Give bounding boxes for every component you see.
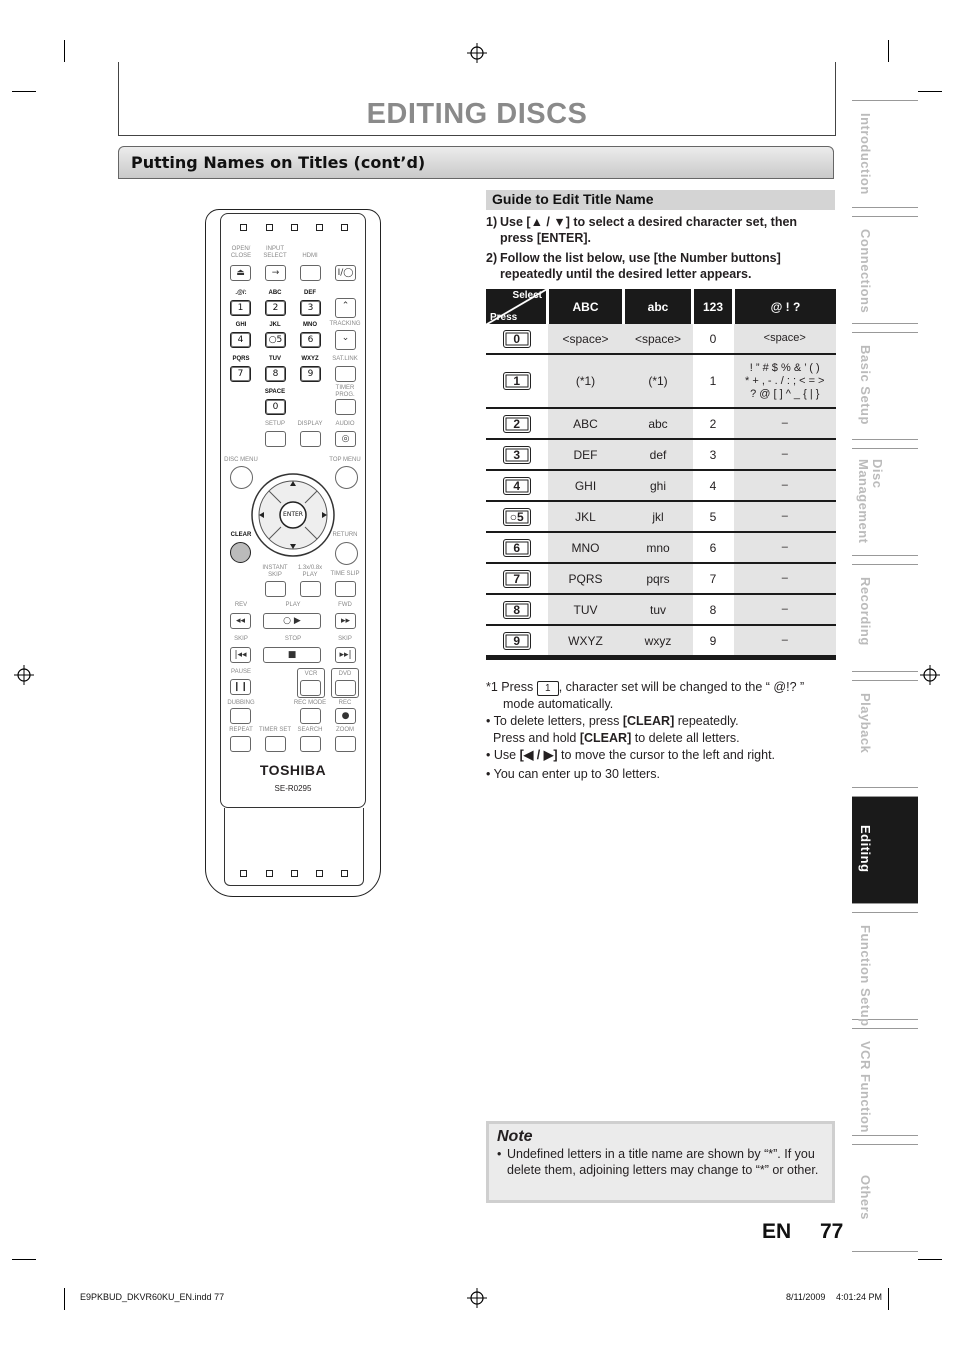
number-key-icon: 4 (503, 477, 531, 495)
indicator-square (316, 224, 323, 231)
remote-label: SETUP (264, 421, 285, 427)
table-row (486, 594, 836, 625)
clear-label: [CLEAR] (579, 731, 632, 745)
number-key-icon: 0 (503, 330, 531, 348)
tab-label: Editing (858, 825, 873, 873)
step-number: 1) (486, 215, 498, 229)
tab-label: Introduction (858, 113, 873, 195)
cell-symbols: – (734, 625, 837, 656)
tab-label: Basic Setup (858, 345, 873, 425)
remote-search-button[interactable] (300, 736, 321, 752)
remote-input-select-button[interactable]: → (265, 265, 286, 281)
bullet-text: • Use (486, 748, 520, 762)
bullet-cursor (486, 747, 831, 764)
remote-label: RETURN (332, 532, 358, 538)
table-row (486, 625, 836, 656)
cell-symbols: – (734, 470, 837, 501)
cell-number: 1 (693, 354, 734, 408)
remote-label: SPACE (264, 389, 286, 395)
remote-label: DISPLAY (297, 421, 323, 427)
footer-time: 4:01:24 PM (836, 1292, 883, 1302)
tab-vcr-function[interactable] (852, 1028, 918, 1136)
indicator-square (291, 224, 298, 231)
indicator-square (240, 224, 247, 231)
clear-label: [CLEAR] (622, 714, 675, 728)
cell-abc-lower: ghi (624, 470, 693, 501)
remote-label: AUDIO (335, 421, 355, 427)
remote-label: GHI (235, 322, 247, 328)
cell-abc-upper: DEF (548, 439, 624, 470)
tab-label: Connections (858, 229, 873, 314)
remote-label: VCR (304, 671, 318, 677)
step-number: 2) (486, 251, 498, 265)
tab-label: Disc Management (856, 459, 885, 544)
remote-label: .@/: (235, 290, 247, 296)
step-1 (486, 214, 826, 246)
remote-label: DVD (338, 671, 352, 677)
cell-abc-upper: MNO (548, 532, 624, 563)
header-symbols: @ ! ? (734, 289, 837, 324)
remote-label: PLAY (285, 602, 301, 608)
table-row (486, 532, 836, 563)
registration-mark-icon (14, 665, 34, 685)
table-row (486, 324, 836, 354)
footnote-text: , character set will be changed to the “ @!? ” (558, 680, 805, 694)
number-key-icon: 8 (503, 601, 531, 619)
guide-heading: Guide to Edit Title Name (492, 191, 654, 207)
cell-symbols: – (734, 439, 837, 470)
remote-time-slip-button[interactable] (335, 581, 356, 597)
footnote-text: *1 Press (486, 680, 534, 694)
cell-number: 6 (693, 532, 734, 563)
remote-open-close-button[interactable]: ⏏ (230, 265, 251, 281)
tab-label: Function Setup (858, 925, 873, 1027)
page-number: 77 (820, 1220, 844, 1243)
remote-key-9[interactable]: 9 (300, 366, 321, 382)
remote-label: STOP (284, 636, 302, 642)
tab-label: VCR Function (858, 1041, 873, 1133)
remote-skip-forward-button[interactable]: ▸▸| (335, 647, 356, 663)
remote-label: REV (234, 602, 248, 608)
tab-label: Recording (858, 577, 873, 646)
header-abc-upper: ABC (548, 289, 624, 324)
cell-number: 8 (693, 594, 734, 625)
step-text: Follow the list below, use [the Number buttons] repeatedly until the desired letter appears. (500, 251, 781, 281)
cell-number: 2 (693, 408, 734, 439)
footnote-text: mode automatically. (503, 697, 614, 711)
remote-timer-set-button[interactable] (265, 736, 286, 752)
cell-number: 4 (693, 470, 734, 501)
note-heading: Note (497, 1128, 533, 1145)
header-abc-lower: abc (624, 289, 693, 324)
remote-key-4[interactable]: 4 (230, 332, 251, 348)
tab-connections[interactable] (852, 216, 918, 324)
number-key-icon: 1 (503, 372, 531, 390)
cell-key (486, 354, 548, 408)
cell-abc-upper: JKL (548, 501, 624, 532)
cell-key (486, 532, 548, 563)
corner-select-label: Select (512, 290, 542, 301)
tab-label: Playback (858, 693, 873, 754)
remote-label: OPEN/ CLOSE (230, 246, 252, 259)
tab-basic-setup[interactable] (852, 332, 918, 440)
step-text: Use [▲ / ▼] to select a desired character set, then press [ENTER]. (500, 215, 798, 245)
remote-label: TIME SLIP (330, 571, 360, 577)
cell-number: 3 (693, 439, 734, 470)
remote-enter-label: ENTER (283, 511, 303, 518)
bullet-text: Press and hold (493, 731, 580, 745)
remote-label: ZOOM (336, 727, 354, 733)
number-key-icon: 6 (503, 539, 531, 557)
key-1-icon: 1 (537, 681, 559, 696)
number-key-icon: 7 (503, 570, 531, 588)
note-text: • Undefined letters in a title name are shown by “*”. If you delete them, adjoining letters may change to “*” or other. (497, 1146, 824, 1178)
remote-key-3[interactable]: 3 (300, 300, 321, 316)
remote-timer-prog-button[interactable] (335, 399, 356, 415)
bullet-text: to move the cursor to the left and right. (557, 748, 776, 762)
cell-symbols: – (734, 563, 837, 594)
number-key-icon: 3 (503, 446, 531, 464)
cell-key (486, 324, 548, 354)
remote-tracking-up-button[interactable]: ⌃ (335, 298, 356, 318)
section-title: Putting Names on Titles (cont’d) (131, 153, 426, 172)
bullet-text: • You can enter up to 30 letters. (486, 767, 660, 781)
table-row (486, 354, 836, 408)
table-bottom-rule (486, 655, 836, 660)
remote-key-6[interactable]: 6 (300, 332, 321, 348)
registration-mark-icon (920, 665, 940, 685)
cell-abc-lower: <space> (624, 324, 693, 354)
cell-key (486, 439, 548, 470)
crop-mark (918, 91, 942, 92)
indicator-square (266, 224, 273, 231)
cell-symbols: – (734, 532, 837, 563)
cell-abc-upper: (*1) (548, 354, 624, 408)
tab-disc-management[interactable] (852, 448, 918, 556)
crop-mark (918, 1259, 942, 1260)
table-row (486, 501, 836, 532)
remote-repeat-button[interactable] (230, 736, 251, 752)
page-title: EDITING DISCS (366, 98, 588, 130)
cell-number: 7 (693, 563, 734, 594)
tab-introduction[interactable] (852, 100, 918, 208)
cell-abc-lower: tuv (624, 594, 693, 625)
cell-abc-upper: PQRS (548, 563, 624, 594)
language-code: EN (762, 1220, 792, 1243)
remote-label: SKIP (338, 636, 352, 642)
remote-label: TOP MENU (329, 457, 361, 463)
number-key-icon: ○5 (503, 508, 531, 526)
remote-label: TUV (269, 356, 281, 362)
cell-key (486, 470, 548, 501)
remote-sat-link-button[interactable] (335, 366, 356, 382)
remote-dubbing-button[interactable] (230, 708, 251, 724)
remote-rev-button[interactable]: ◂◂ (230, 613, 251, 629)
remote-label: DEF (304, 290, 316, 296)
remote-label: TIMER SET (258, 727, 291, 733)
remote-rec-button[interactable]: ● (335, 708, 356, 724)
crop-mark (888, 40, 889, 62)
remote-label: SEARCH (297, 727, 323, 733)
tab-playback[interactable] (852, 680, 918, 788)
remote-label: FWD (338, 602, 352, 608)
remote-label: DISC MENU (224, 457, 258, 463)
table-row (486, 408, 836, 439)
remote-play-button[interactable]: ○ ▶ (263, 613, 321, 629)
bullet-text: repeatedly. (674, 714, 739, 728)
remote-top-menu-button[interactable] (335, 466, 358, 489)
indicator-square (266, 870, 273, 877)
remote-label: INPUT SELECT (263, 246, 287, 259)
remote-key-0[interactable]: 0 (265, 399, 286, 415)
cell-number: 0 (693, 324, 734, 354)
character-set-table (486, 289, 836, 657)
crop-mark (64, 40, 65, 62)
remote-skip-back-button[interactable]: |◂◂ (230, 647, 251, 663)
registration-mark-icon (467, 43, 487, 63)
cell-symbols: – (734, 408, 837, 439)
crop-mark (12, 91, 36, 92)
table-corner-header (486, 289, 548, 324)
number-key-icon: 9 (503, 632, 531, 650)
corner-press-label: Press (490, 312, 518, 323)
tab-editing[interactable] (852, 796, 918, 904)
cell-abc-upper: ABC (548, 408, 624, 439)
cell-abc-upper: TUV (548, 594, 624, 625)
cell-symbols: <space> (734, 324, 837, 354)
remote-label: SAT.LINK (332, 356, 358, 362)
footer-file: E9PKBUD_DKVR60KU_EN.indd 77 (80, 1292, 225, 1302)
remote-instant-skip-button[interactable] (265, 581, 286, 597)
cell-abc-lower: abc (624, 408, 693, 439)
remote-audio-button[interactable]: ◎ (335, 431, 356, 447)
crop-mark (888, 1288, 889, 1310)
indicator-square (240, 870, 247, 877)
remote-hdmi-button[interactable] (300, 265, 321, 281)
remote-pause-button[interactable]: ❙❙ (230, 679, 251, 695)
cell-number: 9 (693, 625, 734, 656)
remote-zoom-button[interactable] (335, 736, 356, 752)
bullet-limit (486, 766, 831, 783)
cell-symbols: ! ” # $ % & ’ ( ) * + , - . / : ; < = > ? @ [ ] ^ _ { | } (734, 354, 837, 408)
cursor-keys-label: [◀ / ▶] (519, 748, 558, 762)
tab-function-setup[interactable] (852, 912, 918, 1027)
remote-key-8[interactable]: 8 (265, 366, 286, 382)
cell-abc-lower: def (624, 439, 693, 470)
tab-others[interactable] (852, 1144, 918, 1252)
number-key-icon: 2 (503, 415, 531, 433)
remote-tracking-down-button[interactable]: ⌄ (335, 330, 356, 350)
cell-number: 5 (693, 501, 734, 532)
remote-label: SKIP (234, 636, 248, 642)
tab-label: Others (858, 1175, 873, 1220)
remote-brand-logo: TOSHIBA (259, 762, 327, 778)
remote-label: CLEAR (230, 532, 252, 538)
table-row (486, 563, 836, 594)
tab-recording[interactable] (852, 564, 918, 672)
header-numbers: 123 (693, 289, 734, 324)
remote-rec-mode-button[interactable] (300, 708, 321, 724)
remote-label: HDMI (302, 253, 318, 259)
indicator-square (341, 224, 348, 231)
remote-label: REPEAT (229, 727, 253, 733)
footnote-1 (486, 679, 831, 713)
remote-vcr-button[interactable] (300, 680, 321, 696)
cell-abc-lower: mno (624, 532, 693, 563)
remote-label: MNO (303, 322, 317, 328)
remote-label: TIMER PROG. (335, 385, 355, 398)
cell-abc-lower: (*1) (624, 354, 693, 408)
cell-abc-lower: pqrs (624, 563, 693, 594)
remote-label: DUBBING (227, 700, 255, 706)
cell-symbols: – (734, 594, 837, 625)
cell-abc-upper: <space> (548, 324, 624, 354)
cell-key (486, 625, 548, 656)
section-header (118, 146, 834, 179)
bullet-delete (486, 713, 831, 747)
table-row (486, 470, 836, 501)
step-2 (486, 250, 826, 282)
crop-mark (64, 1288, 65, 1310)
cell-symbols: – (734, 501, 837, 532)
cell-key (486, 594, 548, 625)
remote-fwd-button[interactable]: ▸▸ (335, 613, 356, 629)
remote-stop-button[interactable]: ■ (263, 647, 321, 663)
indicator-square (341, 870, 348, 877)
remote-key-5[interactable]: ○5 (265, 332, 286, 348)
remote-label: PQRS (232, 356, 250, 362)
remote-label: ABC (268, 290, 282, 296)
remote-label: REC MODE (293, 700, 327, 706)
cell-key (486, 501, 548, 532)
indicator-square (316, 870, 323, 877)
remote-slow-play-button[interactable] (300, 581, 321, 597)
remote-label: 1.3x/0.8x PLAY (297, 565, 323, 578)
remote-return-button[interactable] (335, 542, 358, 565)
remote-label: INSTANT SKIP (262, 565, 288, 578)
note-box (486, 1121, 835, 1203)
remote-dvd-button[interactable] (335, 680, 356, 696)
cell-abc-upper: WXYZ (548, 625, 624, 656)
remote-label: WXYZ (301, 356, 319, 362)
remote-key-2[interactable]: 2 (265, 300, 286, 316)
bullet-text: to delete all letters. (631, 731, 740, 745)
remote-label: JKL (269, 322, 281, 328)
indicator-square (291, 870, 298, 877)
remote-label: REC (338, 700, 352, 706)
remote-key-1[interactable]: 1 (230, 300, 251, 316)
remote-label: PAUSE (231, 669, 251, 675)
remote-model: SE-R0295 (274, 784, 312, 793)
remote-label: TRACKING (329, 321, 361, 327)
cell-abc-lower: jkl (624, 501, 693, 532)
remote-display-button[interactable] (300, 431, 321, 447)
remote-clear-button[interactable] (230, 542, 251, 563)
cell-key (486, 563, 548, 594)
registration-mark-icon (467, 1288, 487, 1308)
cell-abc-upper: GHI (548, 470, 624, 501)
remote-setup-button[interactable] (265, 431, 286, 447)
crop-mark (12, 1259, 36, 1260)
remote-power-button[interactable]: I/◯ (335, 265, 356, 281)
guide-heading-bar (486, 190, 835, 210)
cell-abc-lower: wxyz (624, 625, 693, 656)
remote-key-7[interactable]: 7 (230, 366, 251, 382)
bullet-text: • To delete letters, press (486, 714, 623, 728)
cell-key (486, 408, 548, 439)
footer-date: 8/11/2009 (786, 1292, 826, 1302)
table-row (486, 439, 836, 470)
